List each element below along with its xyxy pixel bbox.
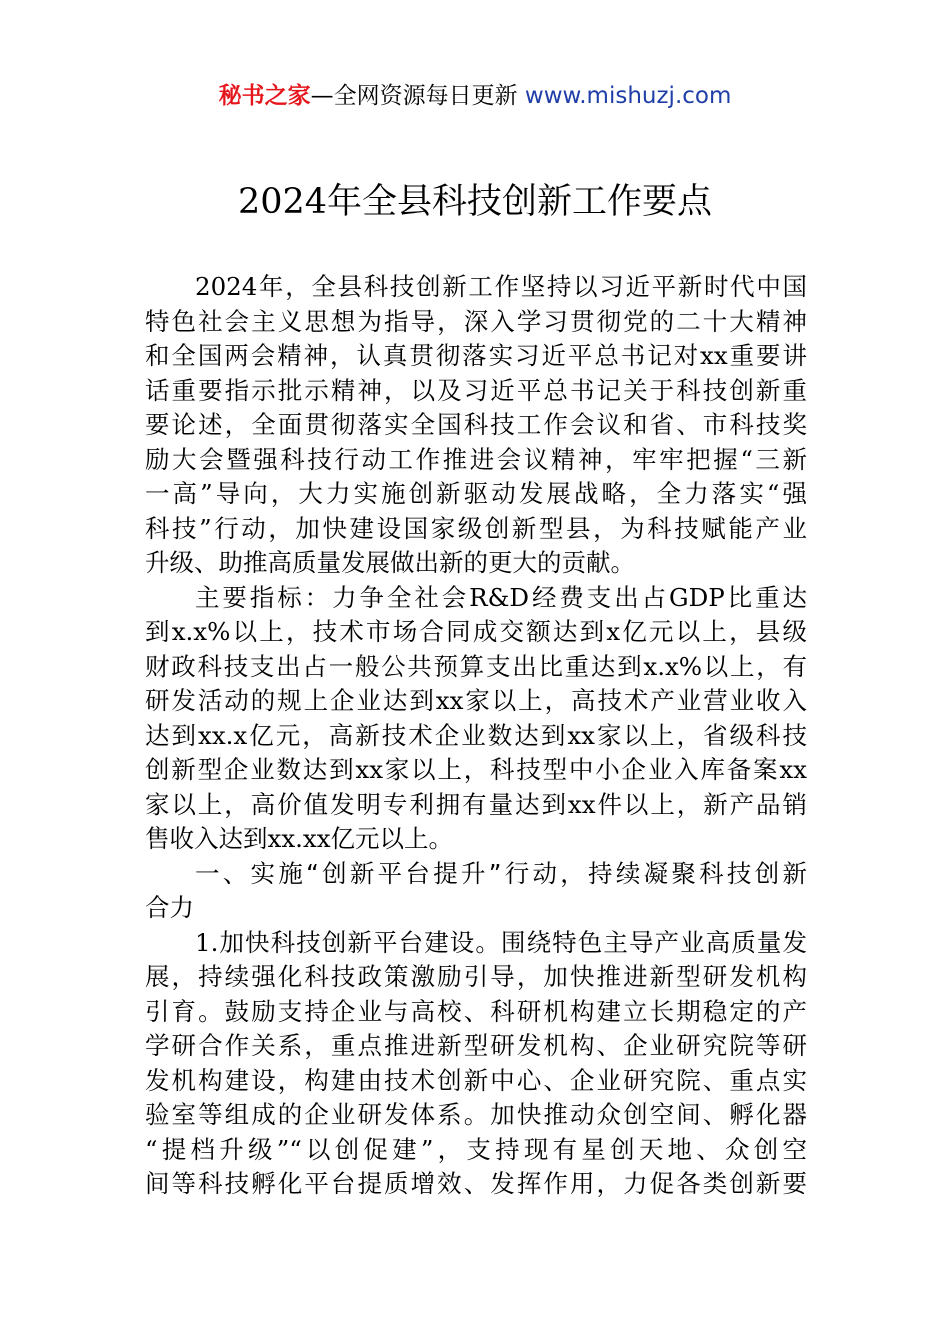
paragraph-item-1 xyxy=(145,926,807,1202)
site-slogan: —全网资源每日更新 xyxy=(310,83,518,109)
text-line: 升级、助推高质量发展做出新的更大的贡献。 xyxy=(145,548,635,577)
text-line: 科技”行动，加快建设国家级创新型县，为科技赋能产业 xyxy=(145,513,807,543)
text-line: 财政科技支出占一般公共预算支出比重达到x.x%以上，有 xyxy=(145,651,807,681)
paragraph-indicators xyxy=(145,581,807,857)
text-line: 间等科技孵化平台提质增效、发挥作用，力促各类创新要 xyxy=(145,1169,807,1198)
paragraph-intro xyxy=(145,270,807,581)
text-line: 到x.x%以上，技术市场合同成交额达到x亿元以上，县级 xyxy=(145,617,807,646)
section-heading-1 xyxy=(145,857,807,926)
site-url-link[interactable]: www.mishuzj.com xyxy=(517,83,732,109)
site-header xyxy=(0,80,950,112)
text-line: 一高”导向，大力实施创新驱动发展战略，全力落实“强 xyxy=(145,479,807,508)
text-line: 1.加快科技创新平台建设。围绕特色主导产业高质量发 xyxy=(195,927,807,957)
document-title: 2024年全县科技创新工作要点 xyxy=(237,182,713,222)
text-line: 引育。鼓励支持企业与高校、科研机构建立长期稳定的产 xyxy=(145,996,807,1026)
text-line: 发机构建设，构建由技术创新中心、企业研究院、重点实 xyxy=(145,1065,807,1095)
text-line: 2024年，全县科技创新工作坚持以习近平新时代中国 xyxy=(195,272,807,301)
text-line: 展，持续强化科技政策激励引导，加快推进新型研发机构 xyxy=(145,962,807,991)
text-line: 家以上，高价值发明专利拥有量达到xx件以上，新产品销 xyxy=(145,789,807,819)
document-body xyxy=(145,270,807,1202)
text-line: 一、实施“创新平台提升”行动，持续凝聚科技创新 xyxy=(195,858,807,888)
text-line: 达到xx.x亿元，高新技术企业数达到xx家以上，省级科技 xyxy=(145,720,807,750)
text-line: 学研合作关系，重点推进新型研发机构、企业研究院等研 xyxy=(145,1031,807,1060)
text-line: 和全国两会精神，认真贯彻落实习近平总书记对xx重要讲 xyxy=(145,341,807,370)
text-line: 主要指标：力争全社会R&D经费支出占GDP比重达 xyxy=(195,582,807,612)
text-line: 售收入达到xx.xx亿元以上。 xyxy=(145,824,454,853)
text-line: “提档升级”“以创促建”，支持现有星创天地、众创空 xyxy=(145,1134,807,1164)
site-brand: 秘书之家 xyxy=(218,83,311,109)
text-line: 励大会暨强科技行动工作推进会议精神，牢牢把握“三新 xyxy=(145,444,807,474)
text-line: 话重要指示批示精神，以及习近平总书记关于科技创新重 xyxy=(145,375,807,405)
text-line: 研发活动的规上企业达到xx家以上，高技术产业营业收入 xyxy=(145,686,807,715)
text-line: 合力 xyxy=(145,893,194,922)
text-line: 创新型企业数达到xx家以上，科技型中小企业入库备案xx xyxy=(145,755,807,784)
text-line: 验室等组成的企业研发体系。加快推动众创空间、孵化器 xyxy=(145,1100,807,1129)
text-line: 要论述，全面贯彻落实全国科技工作会议和省、市科技奖 xyxy=(145,410,807,439)
text-line: 特色社会主义思想为指导，深入学习贯彻党的二十大精神 xyxy=(145,306,807,336)
